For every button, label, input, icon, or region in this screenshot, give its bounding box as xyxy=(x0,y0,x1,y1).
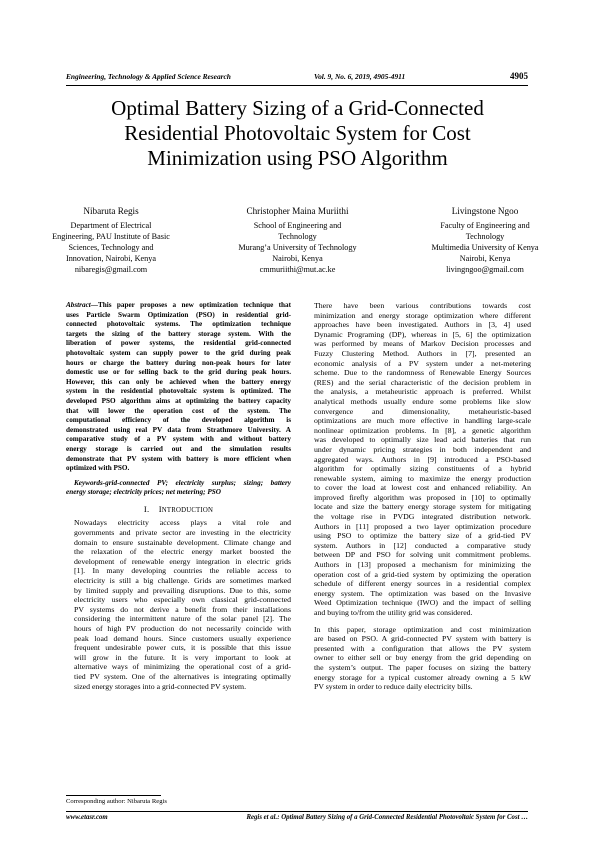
body-line: electricity is still a big challenge. Grids are sometimes marked xyxy=(74,576,291,586)
title-line: Minimization using PSO Algorithm xyxy=(147,146,448,170)
body-line: Dynamic Programing (DP), whereas in [5, 6] the optimization xyxy=(314,329,531,339)
author-block-3 xyxy=(410,206,560,275)
body-line: PV systems do not derive a benefit from their installations xyxy=(74,604,291,614)
body-line: are based on PSO. A grid-connected PV system with battery is xyxy=(314,634,531,644)
body-line: convergence and dimensionality, metaheuristic-based xyxy=(314,406,531,416)
body-line: Weed Optimization technique (IWO) and the impact of selling xyxy=(314,598,531,608)
body-line: using PSO to optimize the battery size of a grid-tied PV xyxy=(314,531,531,541)
body-line: aggregated ways. Authors in [9] introduced a PSO-based xyxy=(314,454,531,464)
abstract-label: Abstract— xyxy=(66,301,98,309)
body-line: schedule of different energy sources in a residential complex xyxy=(314,579,531,589)
title-line: Residential Photovoltaic System for Cost xyxy=(124,121,471,145)
author-affiliation-line: Department of Electrical xyxy=(70,221,152,230)
abstract-line: demonstrated using real PV data from Strathmore University. A xyxy=(66,425,291,434)
body-line: domain to ensure sustainable development. Climate change and xyxy=(74,537,291,547)
section-title-initial: I xyxy=(158,503,162,514)
abstract-line: computational efficiency of the developed algorithm is xyxy=(66,416,291,425)
body-line: energy storage for a typical customer already owning a 5 kW xyxy=(314,672,531,682)
author-affiliation-line: Murang’a University of Technology xyxy=(238,243,357,252)
author-block-2 xyxy=(215,206,380,275)
author-name: Nibaruta Regis xyxy=(83,206,139,216)
author-block-1 xyxy=(36,206,186,275)
body-line: owner to either sell or buy energy from the grid depending on xyxy=(314,653,531,663)
body-line: between DP and PSO for solving unit commitment problems. xyxy=(314,550,531,560)
left-column xyxy=(66,301,291,691)
body-line: was developed to optimally size lead acid batteries that run xyxy=(314,435,531,445)
footnote-divider xyxy=(66,795,161,796)
body-line: the relaxation of the electric energy market boosted the xyxy=(74,547,291,557)
body-line: governments and private sector are investing in the electricity xyxy=(74,528,291,538)
body-line: sized energy storages into a grid-connected PV system. xyxy=(74,681,247,691)
keywords-line: energy storage; electricity prices; net metering; PSO xyxy=(66,488,221,497)
body-line: hours of high PV production do not necessarily coincide with xyxy=(74,624,291,633)
author-affiliation-line: School of Engineering and xyxy=(253,221,342,230)
body-line: renewable system, aiming to maximize the energy production xyxy=(314,473,531,483)
body-line: peak load demand hours. Since customers usually experience xyxy=(74,633,291,643)
author-affiliation-line: Faculty of Engineering and xyxy=(440,221,530,230)
body-line: scheme. Due to the randomness of Renewable Energy Sources xyxy=(314,368,531,378)
body-paragraph xyxy=(306,625,531,692)
author-affiliation-line: Sciences, Technology and xyxy=(68,243,154,252)
abstract-line: energy storage is carried out and the simulation results xyxy=(66,444,291,453)
author-affiliation-line: Innovation, Nairobi, Kenya xyxy=(65,254,157,263)
body-line: the voltage rise in PVDG integrated distribution network. xyxy=(314,512,531,522)
body-line: will grow in the future. It is very important to look at xyxy=(74,652,291,662)
author-affiliation-line: Engineering, PAU Institute of Basic xyxy=(52,232,170,241)
corresponding-author-footnote: Corresponding author: Nibaruta Regis xyxy=(66,798,167,805)
abstract-line: targets the sizing of the battery storage system. With the xyxy=(66,329,291,338)
body-line: under dynamic pricing strategies in both independent and xyxy=(314,444,531,454)
body-line: economic analysis of a PV system under a net-metering xyxy=(314,358,531,368)
abstract-line: hours or charge the battery during non-peak hours for later xyxy=(66,358,291,367)
intro-paragraph xyxy=(66,518,291,691)
body-line: operation cost of a grid-tied system by optimizing the operation xyxy=(314,569,531,579)
body-line: by limited supply and prevailing disruptions. Due to this, some xyxy=(74,585,291,595)
journal-website: www.etasr.com xyxy=(66,814,108,821)
footer-citation: Regis et al.: Optimal Battery Sizing of a Grid-Connected Residential Photovoltaic System for Cost … xyxy=(246,814,528,821)
body-line: There have been various contributions towards cost xyxy=(314,301,531,310)
body-line: nonlinear optimization problems. In [8], a genetic algorithm xyxy=(314,425,531,435)
body-line: Fuzzy Clustering Method. Authors in [7], presented an xyxy=(314,348,531,358)
abstract-line: system in the residential photovoltaic system is optimized. The xyxy=(66,387,291,396)
right-column xyxy=(306,301,531,692)
author-affiliation-line: Technology xyxy=(465,232,505,241)
body-line: to cover the load at lowest cost and enhanced reliability. An xyxy=(314,483,531,493)
body-line: algorithm for optimally sizing constituents of a hybrid xyxy=(314,464,531,474)
keywords xyxy=(66,479,291,498)
journal-name: Engineering, Technology & Applied Science Research xyxy=(66,72,231,81)
body-line: and buying to/from the utility grid was considered. xyxy=(314,608,473,617)
section-numeral: I. xyxy=(143,503,150,514)
abstract-line: domestic use or for selling back to the grid during peak hours. xyxy=(66,368,291,377)
abstract-line: However, this can only be achieved when the battery energy xyxy=(66,377,291,386)
body-line: analytical methods usually endure some problems like slow xyxy=(314,396,531,406)
running-header xyxy=(66,71,528,86)
abstract-line: that will lower the operation cost of the system. The xyxy=(66,406,291,415)
body-line: [1]. In many developing countries the reliable access to xyxy=(74,566,291,576)
abstract-line: uses Particle Swarm Optimization (PSO) in residential grid- xyxy=(66,310,291,319)
body-line: the system’s output. The paper focuses on sizing the battery xyxy=(314,662,531,672)
volume-info: Vol. 9, No. 6, 2019, 4905-4911 xyxy=(314,72,406,81)
author-affiliation-line: Multimedia University of Kenya xyxy=(431,243,539,252)
author-email: livingngoo@gmail.com xyxy=(446,265,524,274)
body-line: PV system in order to reduce daily electricity bills. xyxy=(314,682,473,692)
running-footer xyxy=(66,811,528,822)
body-line: alternative ways of minimizing the operational cost of a grid- xyxy=(74,662,291,672)
body-line: tied PV system. One of the alternatives is integrating optimally xyxy=(74,671,291,681)
page-number: 4905 xyxy=(510,71,528,81)
section-heading xyxy=(66,505,291,516)
body-line: frequent undesirable power cuts, it is possible that this issue xyxy=(74,643,291,653)
abstract-line: developed PSO algorithm aims at optimizing the battery capacity xyxy=(66,396,291,405)
abstract-line: photovoltaic system can supply power to the grid during peak xyxy=(66,348,291,357)
paper-title xyxy=(60,96,535,171)
abstract-line: demonstrate that PV system with battery is more efficient when xyxy=(66,454,291,463)
body-paragraph xyxy=(306,301,531,618)
body-line: minimization and energy storage optimization where different xyxy=(314,310,531,320)
abstract-line: liberation of power systems, the residential grid-connected xyxy=(66,339,291,348)
body-line: optimizations are much more effective in handling large-scale xyxy=(314,416,531,426)
body-line: Nowadays electricity access plays a vital role and xyxy=(74,518,291,528)
author-email: cmmuriithi@mut.ac.ke xyxy=(259,265,336,274)
author-affiliation-line: Nairobi, Kenya xyxy=(459,254,511,263)
body-line: energy system. The optimization was based on the Invasive xyxy=(314,588,531,598)
body-line: locate and size the battery energy storage system for mitigating xyxy=(314,502,531,512)
author-name: Livingstone Ngoo xyxy=(451,206,519,216)
keywords-line: Keywords-grid-connected PV; electricity surplus; sizing; battery xyxy=(74,478,291,487)
abstract xyxy=(66,301,291,474)
body-line: considering the intermittent nature of the solar panel [2]. The xyxy=(74,614,291,624)
author-name: Christopher Maina Muriithi xyxy=(246,206,349,216)
body-line: Authors in [13] proposed a mechanism for minimizing the xyxy=(314,560,531,570)
abstract-line: comparative study of a PV system with and without battery xyxy=(66,435,291,444)
body-line: the analysis, a metaheuristic approach is preferred. Whilst xyxy=(314,387,531,397)
body-line: Authors in [11] proposed a two layer optimization procedure xyxy=(314,521,531,531)
body-line: was performed by means of Markov Decision processes and xyxy=(314,339,531,349)
body-line: approaches have been investigated. Authors in [3, 4] used xyxy=(314,320,531,330)
abstract-line: connected photovoltaic systems. The optimization technique xyxy=(66,320,291,329)
abstract-line: Abstract—This paper proposes a new optimization technique that xyxy=(66,301,291,309)
author-email: nibaregis@gmail.com xyxy=(74,265,148,274)
body-line: (RES) and the serial characteristic of the decision problem in xyxy=(314,377,531,387)
abstract-line: optimized with PSO. xyxy=(66,464,130,473)
title-line: Optimal Battery Sizing of a Grid-Connected xyxy=(111,96,484,120)
body-line: development of renewable energy integration in electric grids xyxy=(74,556,291,566)
body-line: electricity users who especially own classical grid-connected xyxy=(74,595,291,605)
author-affiliation-line: Nairobi, Kenya xyxy=(272,254,323,263)
body-line: In this paper, storage optimization and cost minimization xyxy=(314,624,531,634)
body-line: system. Authors in [12] conducted a comparative study xyxy=(314,540,531,550)
author-affiliation-line: Technology xyxy=(278,232,317,241)
section-title-rest: NTRODUCTION xyxy=(161,506,214,514)
body-line: presented with a configuration that allows the PV system xyxy=(314,643,531,653)
body-line: improved firefly algorithm was proposed in [10] to optimally xyxy=(314,492,531,502)
